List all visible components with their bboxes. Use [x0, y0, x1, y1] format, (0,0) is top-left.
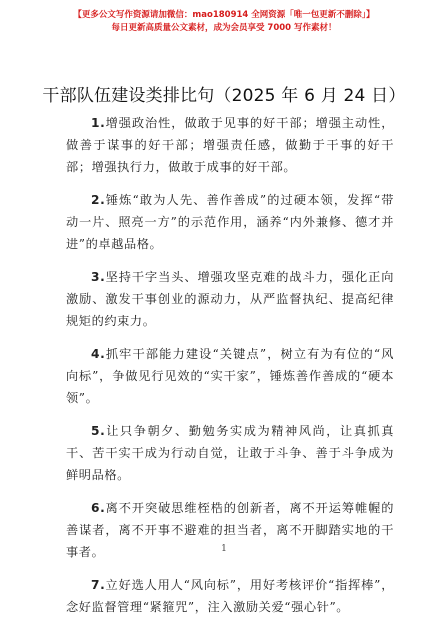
item-text: 立好选人用人“风向标”，用好考核评价“指挥棒”，念好监督管理“紧箍咒”，注入激励关爱“强心针”。 [66, 578, 394, 614]
list-item [66, 343, 394, 409]
item-text: 离不开突破思维桎梏的创新者，离不开运筹帷幄的善谋者，离不开事不避难的担当者，离不开脚踏实地的干事者。 [66, 501, 394, 559]
list-item [66, 574, 394, 618]
item-number: 3. [91, 270, 106, 284]
banner-line-2: 每日更新高质量公文素材，成为会员享受 7000 写作素材！ [111, 23, 337, 33]
item-number: 4. [91, 347, 106, 361]
item-text: 坚持干字当头、增强攻坚克难的战斗力，强化正向激励、激发干事创业的源动力，从严监督执纪、提高纪律规矩的约束力。 [66, 270, 394, 328]
item-number: 1. [91, 116, 106, 130]
document-title: 干部队伍建设类排比句（2025 年 6 月 24 日） [42, 86, 406, 106]
list-item [66, 112, 394, 178]
header-banner [0, 9, 448, 35]
item-text: 抓牢干部能力建设“关键点”，树立有为有位的“风向标”，争做见行见效的“实干家”，锤炼善作善成的“硬本领”。 [66, 347, 394, 405]
list-item [66, 420, 394, 486]
item-number: 7. [91, 578, 106, 592]
banner-line-1: 【更多公文写作资源请加微信：mao180914 全网资源「唯一包更新不删除」】 [73, 10, 375, 20]
list-item [66, 266, 394, 332]
item-text: 增强政治性，做敢于见事的好干部；增强主动性，做善于谋事的好干部；增强责任感，做勤于干事的好干部；增强执行力，做敢于成事的好干部。 [66, 116, 394, 174]
item-number: 2. [91, 193, 106, 207]
item-number: 6. [91, 501, 106, 515]
item-number: 5. [91, 424, 106, 438]
page-number: 1 [221, 544, 227, 554]
item-text: 锤炼“敢为人先、善作善成”的过硬本领，发挥“带动一片、照亮一方”的示范作用，涵养“内外兼修、德才并进”的卓越品格。 [66, 193, 394, 251]
item-text: 让只争朝夕、勤勉务实成为精神风尚，让真抓真干、苦干实干成为行动自觉，让敢于斗争、善于斗争成为鲜明品格。 [66, 424, 394, 482]
list-item [66, 189, 394, 255]
